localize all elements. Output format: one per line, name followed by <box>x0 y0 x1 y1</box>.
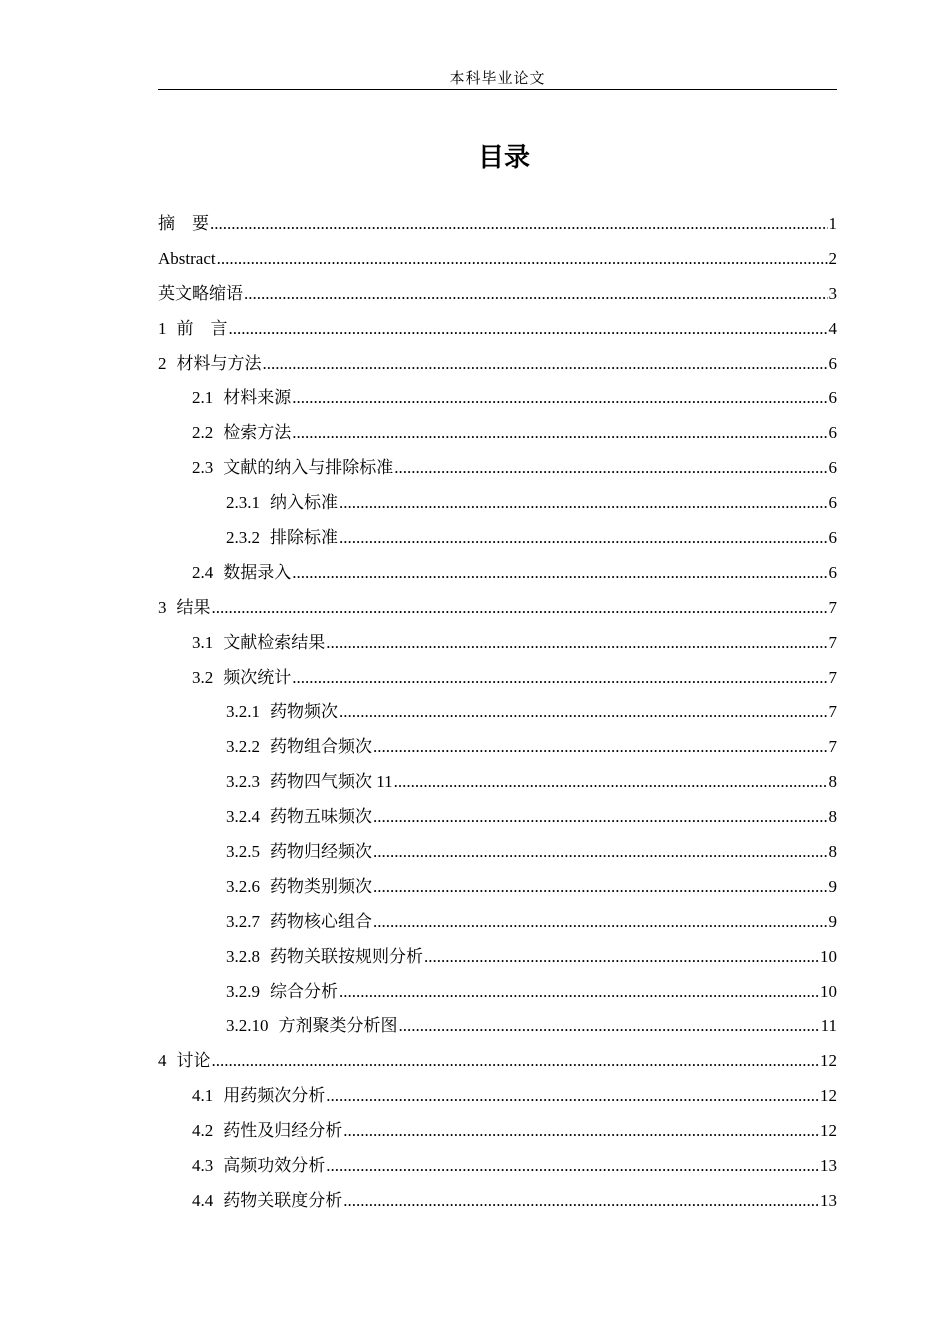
dot-leader <box>339 975 819 1010</box>
toc-entry[interactable] <box>158 486 837 521</box>
toc-entry-title: 数据录入 <box>223 562 292 582</box>
toc-entry-number: 1 <box>158 318 167 338</box>
toc-entry[interactable] <box>158 521 837 556</box>
toc-entry-number: 2.3 <box>192 458 214 478</box>
toc-entry-number: 3.1 <box>192 632 214 652</box>
toc-entry-title: 材料与方法 <box>176 353 262 373</box>
toc-entry-number: 2.1 <box>192 388 214 408</box>
dot-leader <box>212 1044 820 1079</box>
dot-leader <box>394 451 827 486</box>
dot-leader <box>229 312 828 347</box>
toc-entry-title: 文献的纳入与排除标准 <box>223 458 394 478</box>
dot-leader <box>292 381 827 416</box>
toc-entry[interactable] <box>158 765 837 800</box>
toc-entry-page-number: 7 <box>828 667 837 687</box>
toc-entry[interactable] <box>158 626 837 661</box>
toc-entry-number: 3.2.10 <box>226 1016 269 1036</box>
toc-entry-number: 3.2.8 <box>226 946 260 966</box>
toc-entry-title: 结果 <box>176 597 211 617</box>
toc-entry-title: 用药频次分析 <box>223 1086 326 1106</box>
toc-entry-title: 讨论 <box>176 1051 211 1071</box>
dot-leader <box>399 1009 820 1044</box>
toc-entry-number: 4.2 <box>192 1121 214 1141</box>
toc-entry-page-number: 6 <box>828 493 837 513</box>
toc-entry-page-number: 7 <box>828 632 837 652</box>
toc-entry-page-number: 7 <box>828 702 837 722</box>
toc-entry[interactable] <box>158 556 837 591</box>
toc-entry-page-number: 10 <box>820 946 837 966</box>
toc-entry-page-number: 7 <box>828 737 837 757</box>
toc-entry-title: 药物核心组合 <box>270 911 372 931</box>
toc-entry-number: 3.2.9 <box>226 981 260 1001</box>
dot-leader <box>394 765 828 800</box>
toc-entry-number: 4.3 <box>192 1156 214 1176</box>
toc-entry-title: 药物关联度分析 <box>223 1190 343 1210</box>
toc-entry-title: 药性及归经分析 <box>223 1121 343 1141</box>
dot-leader <box>326 1149 819 1184</box>
toc-entry-page-number: 6 <box>828 528 837 548</box>
toc-entry-page-number: 12 <box>820 1121 837 1141</box>
toc-entry[interactable] <box>158 591 837 626</box>
toc-entry-number: 3.2 <box>192 667 214 687</box>
dot-leader <box>339 486 828 521</box>
toc-entry-number: 4.1 <box>192 1086 214 1106</box>
toc-entry[interactable] <box>158 1044 837 1079</box>
toc-entry-page-number: 6 <box>828 423 837 443</box>
dot-leader <box>292 661 827 696</box>
toc-entry-title: 药物关联按规则分析 <box>270 946 423 966</box>
toc-entry-page-number: 13 <box>820 1156 837 1176</box>
toc-entry-number: 3.2.1 <box>226 702 260 722</box>
toc-entry[interactable] <box>158 835 837 870</box>
toc-entry-number: 3.2.7 <box>226 911 260 931</box>
dot-leader <box>343 1114 819 1149</box>
toc-entry[interactable] <box>158 451 837 486</box>
toc-entry-title: 检索方法 <box>223 423 292 443</box>
toc-entry-title: 药物类别频次 <box>270 876 372 896</box>
toc-entry-page-number: 9 <box>828 876 837 896</box>
toc-entry-number: 3.2.5 <box>226 842 260 862</box>
dot-leader <box>373 835 828 870</box>
toc-entry[interactable] <box>158 1184 837 1219</box>
toc-entry-title: 排除标准 <box>270 528 338 548</box>
toc-entry-page-number: 13 <box>820 1190 837 1210</box>
toc-entry-title: 药物四气频次 11 <box>270 772 393 792</box>
toc-entry[interactable] <box>158 1009 837 1044</box>
toc-entry-title: 药物组合频次 <box>270 737 372 757</box>
dot-leader <box>373 730 828 765</box>
toc-entry-page-number: 4 <box>828 318 837 338</box>
toc-entry[interactable] <box>158 312 837 347</box>
toc-entry[interactable] <box>158 730 837 765</box>
toc-entry-number: 3 <box>158 597 167 617</box>
toc-entry-number: 3.2.2 <box>226 737 260 757</box>
toc-entry[interactable] <box>158 416 837 451</box>
toc-entry-number: 2.3.1 <box>226 493 260 513</box>
toc-entry-page-number: 8 <box>828 807 837 827</box>
toc-entry-title: 纳入标准 <box>270 493 338 513</box>
toc-entry-page-number: 6 <box>828 388 837 408</box>
toc-entry-number: 3.2.6 <box>226 876 260 896</box>
dot-leader <box>217 242 828 277</box>
toc-entry-page-number: 3 <box>828 283 837 303</box>
toc-entry[interactable] <box>158 242 837 277</box>
dot-leader <box>424 940 819 975</box>
toc-entry-page-number: 2 <box>828 248 837 268</box>
toc-entry-number: 3.2.3 <box>226 772 260 792</box>
toc-entry-page-number: 8 <box>828 772 837 792</box>
toc-entry-title: 综合分析 <box>270 981 338 1001</box>
running-header: 本科毕业论文 <box>158 66 837 90</box>
toc-entry-title: 频次统计 <box>223 667 292 687</box>
toc-entry-number: 4 <box>158 1051 167 1071</box>
toc-entry-number: 2.4 <box>192 562 214 582</box>
toc-entry-title: Abstract <box>158 248 216 268</box>
toc-entry-title: 英文略缩语 <box>158 283 243 303</box>
toc-entry[interactable] <box>158 1079 837 1114</box>
toc-entry-number: 2.2 <box>192 423 214 443</box>
toc-entry[interactable] <box>158 975 837 1010</box>
dot-leader <box>373 870 828 905</box>
toc-entry[interactable] <box>158 347 837 382</box>
toc-entry-page-number: 6 <box>828 562 837 582</box>
dot-leader <box>210 207 828 242</box>
toc-entry[interactable] <box>158 800 837 835</box>
toc-entry-page-number: 8 <box>828 842 837 862</box>
dot-leader <box>292 556 827 591</box>
toc-entry-page-number: 9 <box>828 911 837 931</box>
toc-entry-title: 药物频次 <box>270 702 338 722</box>
toc-entry[interactable] <box>158 940 837 975</box>
dot-leader <box>263 347 828 382</box>
toc-entry[interactable] <box>158 207 837 242</box>
toc-entry[interactable] <box>158 870 837 905</box>
toc-entry-page-number: 1 <box>828 214 837 233</box>
toc-entry-title: 摘 要 <box>158 214 209 233</box>
toc-entry[interactable] <box>158 695 837 730</box>
toc-entry[interactable] <box>158 661 837 696</box>
dot-leader <box>244 277 828 312</box>
page-title: 目录 <box>477 143 530 173</box>
toc-entry-number: 2 <box>158 353 167 373</box>
toc-entry-number: 4.4 <box>192 1190 214 1210</box>
toc-entry-page-number: 11 <box>820 1016 837 1036</box>
dot-leader <box>373 800 828 835</box>
toc-entry-page-number: 6 <box>828 458 837 478</box>
toc-entry-title: 药物五味频次 <box>270 807 372 827</box>
toc-entry-title: 高频功效分析 <box>223 1156 326 1176</box>
dot-leader <box>326 626 827 661</box>
dot-leader <box>343 1184 819 1219</box>
dot-leader <box>373 905 828 940</box>
toc-entry-number: 2.3.2 <box>226 528 260 548</box>
toc-entry-page-number: 6 <box>828 353 837 373</box>
toc-entry-page-number: 12 <box>820 1051 837 1071</box>
dot-leader <box>326 1079 819 1114</box>
toc-entry-title: 前 言 <box>176 318 228 338</box>
toc-entry-title: 材料来源 <box>223 388 292 408</box>
toc-entry[interactable] <box>158 1114 837 1149</box>
table-of-contents <box>158 207 837 1219</box>
toc-entry-title: 方剂聚类分析图 <box>278 1016 398 1036</box>
dot-leader <box>339 695 828 730</box>
toc-entry-page-number: 12 <box>820 1086 837 1106</box>
dot-leader <box>292 416 827 451</box>
toc-entry-number: 3.2.4 <box>226 807 260 827</box>
toc-entry[interactable] <box>158 905 837 940</box>
toc-entry-page-number: 10 <box>820 981 837 1001</box>
toc-entry-title: 药物归经频次 <box>270 842 372 862</box>
toc-entry-title: 文献检索结果 <box>223 632 326 652</box>
toc-entry[interactable] <box>158 381 837 416</box>
dot-leader <box>339 521 828 556</box>
toc-entry-page-number: 7 <box>828 597 837 617</box>
toc-entry[interactable] <box>158 277 837 312</box>
toc-entry[interactable] <box>158 1149 837 1184</box>
dot-leader <box>212 591 828 626</box>
